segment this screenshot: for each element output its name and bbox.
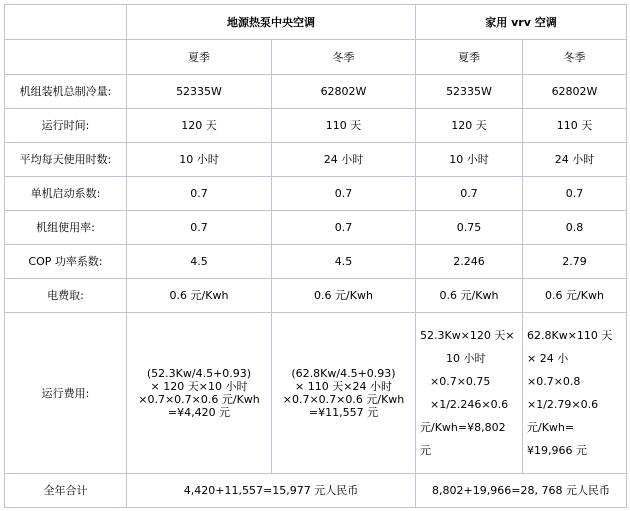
cost-line: × 110 天×24 小时: [295, 380, 392, 393]
cost-line: ¥19,966 元: [527, 444, 587, 457]
season-cell: 冬季: [272, 40, 416, 75]
cost-line: ×1/2.79×0.6: [527, 398, 599, 411]
value-cell: 0.6 元/Kwh: [272, 279, 416, 313]
total-ground-source: 4,420+11,557=15,977 元人民币: [127, 474, 416, 508]
cost-line: (52.3Kw/4.5+0.93): [146, 367, 252, 380]
table-row: [5, 211, 627, 245]
cost-cell-gs-winter: [272, 313, 416, 474]
season-cell: 冬季: [523, 40, 627, 75]
row-label: 机组装机总制冷量:: [5, 75, 127, 109]
cost-line: × 24 小: [527, 352, 569, 365]
value-cell: 110 天: [272, 109, 416, 143]
value-cell: 52335W: [127, 75, 272, 109]
operating-cost-row: [5, 313, 627, 474]
cost-line: =¥4,420 元: [167, 406, 231, 419]
value-cell: 0.6 元/Kwh: [416, 279, 523, 313]
table-row: [5, 245, 627, 279]
value-cell: 4.5: [272, 245, 416, 279]
total-row: [5, 474, 627, 508]
cost-line: ×0.7×0.7×0.6 元/Kwh: [138, 393, 260, 406]
value-cell: 62802W: [272, 75, 416, 109]
value-cell: 24 小时: [272, 143, 416, 177]
value-cell: 0.6 元/Kwh: [127, 279, 272, 313]
table-row: [5, 75, 627, 109]
table-row: [5, 279, 627, 313]
cost-line: × 120 天×10 小时: [150, 380, 248, 393]
cost-line: 元/Kwh=¥8,802: [420, 421, 506, 434]
season-cell: 夏季: [127, 40, 272, 75]
cost-line: ×1/2.246×0.6: [430, 398, 509, 411]
value-cell: 0.6 元/Kwh: [523, 279, 627, 313]
cost-line: (62.8Kw/4.5+0.93): [291, 367, 396, 380]
value-cell: 2.79: [523, 245, 627, 279]
value-cell: 0.7: [523, 177, 627, 211]
value-cell: 120 天: [416, 109, 523, 143]
cost-line: ×0.7×0.8: [527, 375, 581, 388]
value-cell: 120 天: [127, 109, 272, 143]
table-row: [5, 177, 627, 211]
comparison-table: [4, 4, 627, 508]
cost-cell-vrv-winter: [523, 313, 627, 474]
season-row: [5, 40, 627, 75]
value-cell: 0.75: [416, 211, 523, 245]
cost-line: 10 小时: [446, 352, 486, 365]
header-row: [5, 5, 627, 40]
cost-line: 元/Kwh=: [527, 421, 575, 434]
value-cell: 24 小时: [523, 143, 627, 177]
value-cell: 52335W: [416, 75, 523, 109]
cost-line: 元: [420, 444, 431, 457]
corner-cell-2: [5, 40, 127, 75]
row-label: COP 功率系数:: [5, 245, 127, 279]
value-cell: 10 小时: [416, 143, 523, 177]
cost-line: 62.8Kw×110 天: [527, 329, 613, 342]
corner-cell: [5, 5, 127, 40]
cost-line: =¥11,557 元: [308, 406, 379, 419]
value-cell: 0.7: [127, 177, 272, 211]
season-cell: 夏季: [416, 40, 523, 75]
ground-source-header: 地源热泵中央空调: [127, 5, 416, 40]
cost-cell-gs-summer: [127, 313, 272, 474]
value-cell: 62802W: [523, 75, 627, 109]
vrv-header: 家用 vrv 空调: [416, 5, 627, 40]
value-cell: 0.7: [127, 211, 272, 245]
value-cell: 110 天: [523, 109, 627, 143]
cost-line: ×0.7×0.75: [430, 375, 491, 388]
row-label: 平均每天使用时数:: [5, 143, 127, 177]
value-cell: 0.7: [272, 177, 416, 211]
cost-line: ×0.7×0.7×0.6 元/Kwh: [282, 393, 405, 406]
row-label: 电费取:: [5, 279, 127, 313]
value-cell: 2.246: [416, 245, 523, 279]
value-cell: 0.8: [523, 211, 627, 245]
table-row: [5, 109, 627, 143]
cost-line: 52.3Kw×120 天×: [420, 329, 515, 342]
value-cell: 10 小时: [127, 143, 272, 177]
total-vrv: 8,802+19,966=28, 768 元人民币: [416, 474, 627, 508]
row-label: 运行费用:: [5, 313, 127, 474]
row-label: 运行时间:: [5, 109, 127, 143]
row-label: 单机启动系数:: [5, 177, 127, 211]
value-cell: 0.7: [272, 211, 416, 245]
table-row: [5, 143, 627, 177]
value-cell: 4.5: [127, 245, 272, 279]
row-label: 机组使用率:: [5, 211, 127, 245]
value-cell: 0.7: [416, 177, 523, 211]
row-label: 全年合计: [5, 474, 127, 508]
cost-cell-vrv-summer: [416, 313, 523, 474]
